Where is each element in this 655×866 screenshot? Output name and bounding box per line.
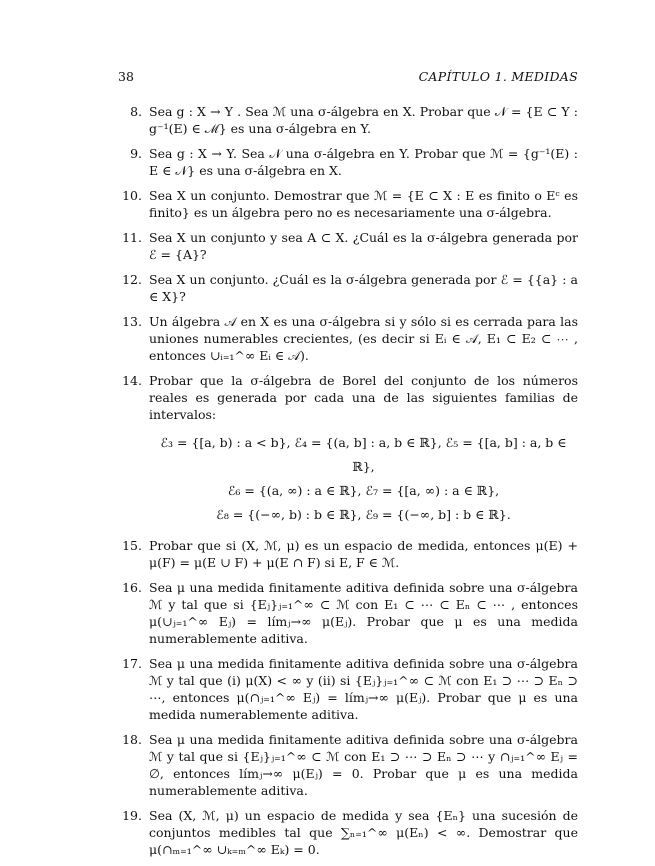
- exercise-number: 10.: [122, 188, 142, 203]
- exercise-text: Probar que la σ-álgebra de Borel del conjunto de los números reales es generada por cada una de las siguientes familias de intervalos:: [149, 373, 578, 422]
- exercise-16: [118, 579, 578, 647]
- exercise-19: [118, 807, 578, 858]
- chapter-title: CAPÍTULO 1. MEDIDAS: [418, 69, 578, 84]
- exercise-text: Sea X un conjunto y sea A ⊂ X. ¿Cuál es la σ-álgebra generada por ℰ = {A}?: [149, 230, 578, 262]
- exercise-list: [118, 103, 578, 866]
- exercise-number: 15.: [122, 538, 142, 553]
- exercise-14: [118, 372, 578, 527]
- exercise-text: Sea X un conjunto. Demostrar que ℳ = {E ⊂ X : E es finito o Eᶜ es finito} es un álgebra pero no es necesariamente una σ-álgebra.: [149, 188, 578, 220]
- exercise-number: 12.: [122, 272, 142, 287]
- exercise-10: [118, 187, 578, 221]
- exercise-12: [118, 271, 578, 305]
- exercise-9: [118, 145, 578, 179]
- exercise-number: 17.: [122, 656, 142, 671]
- exercise-text: Sea μ una medida finitamente aditiva definida sobre una σ-álgebra ℳ y tal que si {Eⱼ}ⱼ₌₁^∞ ⊂ ℳ con E₁ ⊂ ⋯ ⊂ Eₙ ⊂ ⋯ , entonces μ(∪ⱼ₌₁^∞ Eⱼ) = límⱼ→∞ μ(Eⱼ). Probar que μ es una medida numerablemente aditiva.: [149, 580, 578, 646]
- exercise-text: Un álgebra 𝒜 en X es una σ-álgebra si y sólo si es cerrada para las uniones numerables crecientes, (es decir si Eᵢ ∈ 𝒜, E₁ ⊂ E₂ ⊂ ⋯ , entonces ∪ᵢ₌₁^∞ Eᵢ ∈ 𝒜).: [149, 314, 578, 363]
- interval-families: [149, 431, 578, 527]
- exercise-text: Probar que si (X, ℳ, μ) es un espacio de medida, entonces μ(E) + μ(F) = μ(E ∪ F) + μ(E ∩ F) si E, F ∈ ℳ.: [149, 538, 578, 570]
- interval-line-1: ℰ₃ = {[a, b) : a < b}, ℰ₄ = {(a, b] : a, b ∈ ℝ}, ℰ₅ = {[a, b] : a, b ∈ ℝ},: [160, 435, 567, 474]
- exercise-text: Sea μ una medida finitamente aditiva definida sobre una σ-álgebra ℳ y tal que (i) μ(X) < ∞ y (ii) si {Eⱼ}ⱼ₌₁^∞ ⊂ ℳ con E₁ ⊃ ⋯ ⊃ Eₙ ⊃ ⋯, entonces μ(∩ⱼ₌₁^∞ Eⱼ) = límⱼ→∞ μ(Eⱼ). Probar que μ es una medida numerablemente aditiva.: [149, 656, 578, 722]
- exercise-number: 14.: [122, 373, 142, 388]
- page-header: [118, 68, 578, 86]
- interval-line-2: ℰ₆ = {(a, ∞) : a ∈ ℝ}, ℰ₇ = {[a, ∞) : a ∈ ℝ},: [227, 483, 500, 498]
- exercise-17: [118, 655, 578, 723]
- interval-line-3: ℰ₈ = {(−∞, b) : b ∈ ℝ}, ℰ₉ = {(−∞, b] : b ∈ ℝ}.: [216, 507, 511, 522]
- exercise-text: Sea g : X → Y . Sea ℳ una σ-álgebra en X. Probar que 𝒩 = {E ⊂ Y : g⁻¹(E) ∈ ℳ} es una σ-álgebra en Y.: [149, 104, 578, 136]
- exercise-number: 16.: [122, 580, 142, 595]
- page-number: 38: [118, 69, 134, 84]
- exercise-number: 13.: [122, 314, 142, 329]
- exercise-11: [118, 229, 578, 263]
- exercise-number: 18.: [122, 732, 142, 747]
- exercise-number: 8.: [130, 104, 142, 119]
- exercise-number: 11.: [122, 230, 142, 245]
- exercise-text: Sea g : X → Y. Sea 𝒩 una σ-álgebra en Y. Probar que ℳ = {g⁻¹(E) : E ∈ 𝒩} es una σ-álgebra en X.: [149, 146, 578, 178]
- exercise-15: [118, 537, 578, 571]
- exercise-8: [118, 103, 578, 137]
- exercise-text: Sea X un conjunto. ¿Cuál es la σ-álgebra generada por ℰ = {{a} : a ∈ X}?: [149, 272, 578, 304]
- exercise-18: [118, 731, 578, 799]
- exercise-text: Sea (X, ℳ, μ) un espacio de medida y sea {Eₙ} una sucesión de conjuntos medibles tal que ∑ₙ₌₁^∞ μ(Eₙ) < ∞. Demostrar que μ(∩ₘ₌₁^∞ ∪ₖ₌ₘ^∞ Eₖ) = 0.: [149, 808, 578, 857]
- exercise-13: [118, 313, 578, 364]
- exercise-number: 19.: [122, 808, 142, 823]
- exercise-text: Sea μ una medida finitamente aditiva definida sobre una σ-álgebra ℳ y tal que si {Eⱼ}ⱼ₌₁^∞ ⊂ ℳ con E₁ ⊃ ⋯ ⊃ Eₙ ⊃ ⋯ y ∩ⱼ₌₁^∞ Eⱼ = ∅, entonces límⱼ→∞ μ(Eⱼ) = 0. Probar que μ es una medida numerablemente aditiva.: [149, 732, 578, 798]
- exercise-number: 9.: [130, 146, 142, 161]
